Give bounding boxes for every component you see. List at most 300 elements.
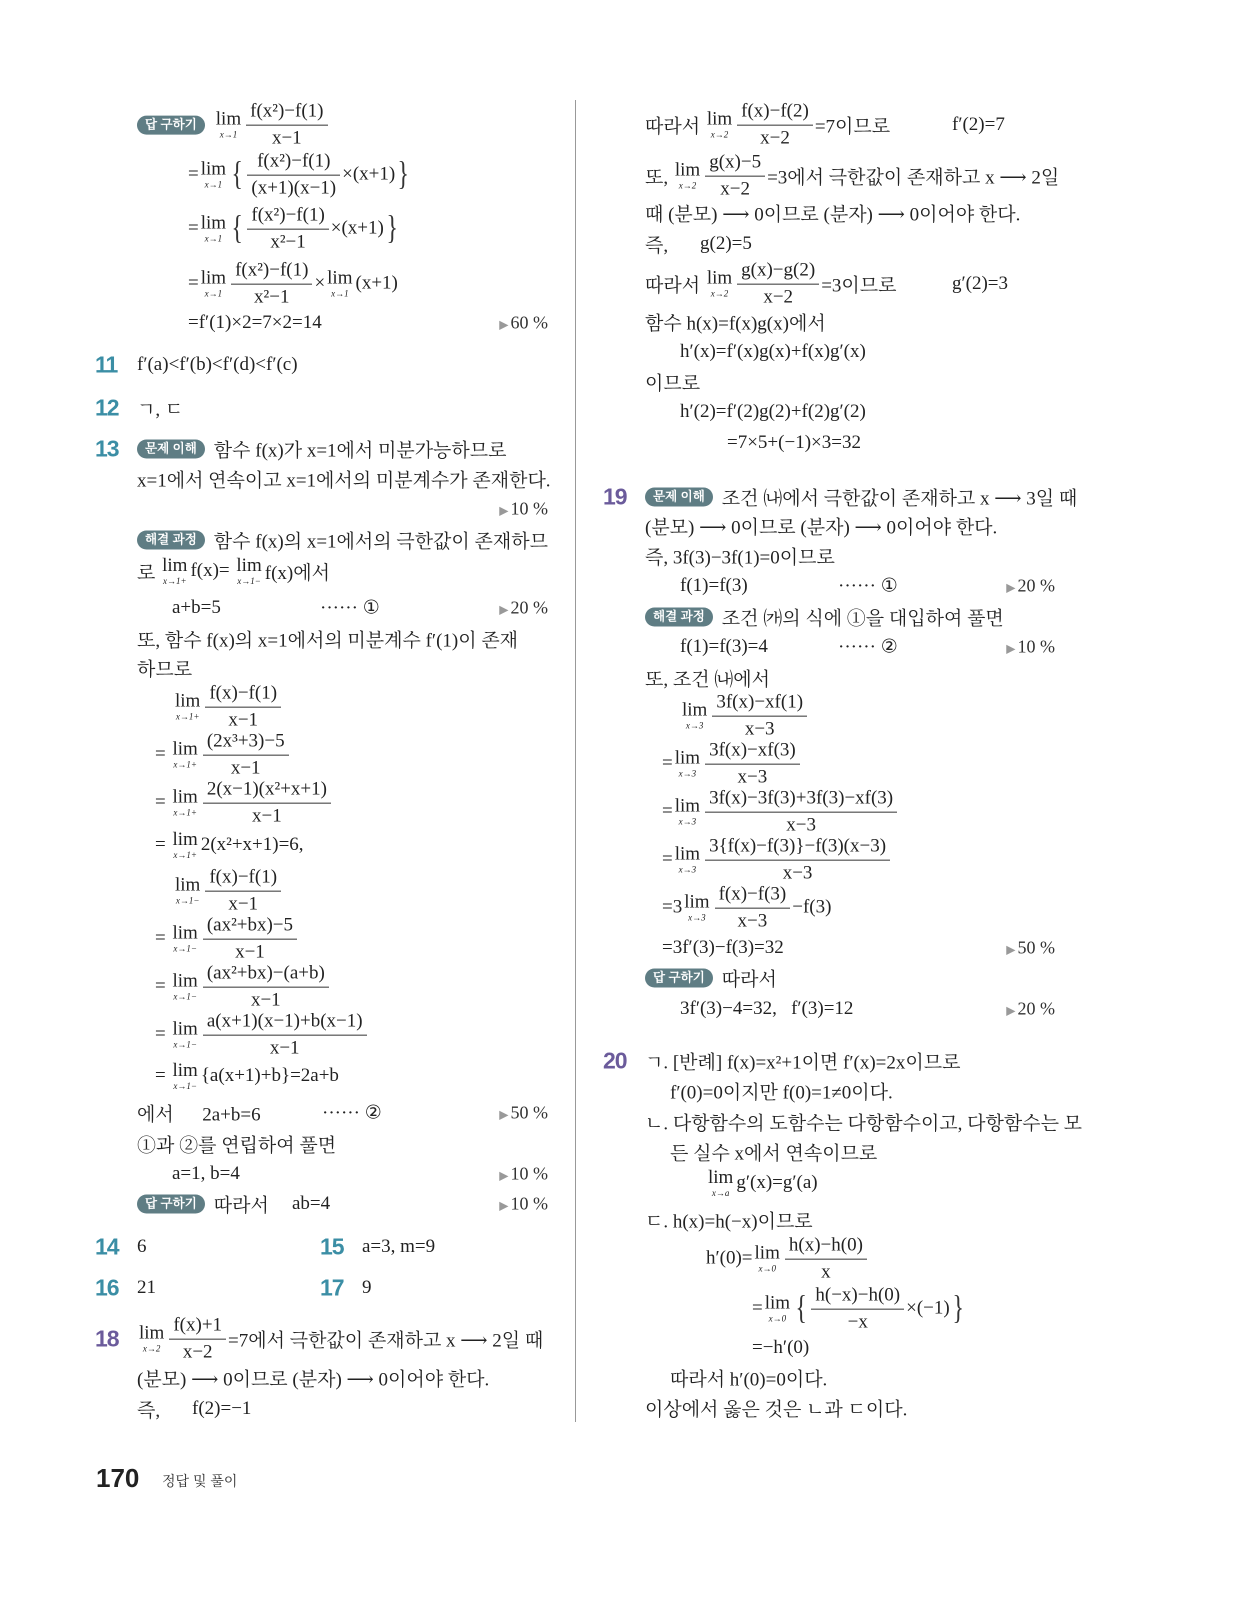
limit-operator	[139, 1324, 164, 1354]
problem-number: 16	[95, 1274, 119, 1301]
score-percent	[499, 1103, 548, 1124]
limit-subscript: x→3	[685, 721, 704, 731]
solution-line	[670, 1139, 877, 1166]
brace: }	[397, 156, 410, 193]
solution-line	[137, 395, 183, 422]
solution-line	[680, 998, 853, 1020]
limit-subscript: x→1	[204, 180, 223, 190]
fraction-numerator: f(x²)−f(1)	[251, 204, 325, 226]
math-text: (분모) ⟶ 0이므로 (분자) ⟶ 0이어야 한다.	[645, 517, 998, 539]
math-text: 즉,	[137, 1400, 161, 1422]
math-text: 에서 2a+b=6	[137, 1104, 261, 1126]
math-text: f(x)에서	[264, 562, 330, 584]
score-percent	[499, 1164, 548, 1185]
math-text: ㄷ. h(x)=h(−x)이므로	[645, 1211, 813, 1233]
solution-line	[155, 963, 331, 1012]
limit-operator	[175, 692, 200, 722]
fraction-numerator: h(x)−h(0)	[788, 1234, 863, 1256]
triangle-marker-icon: ▶	[1006, 580, 1016, 595]
score-percent	[499, 1194, 548, 1215]
limit-operator	[765, 1294, 790, 1324]
score-percent	[499, 598, 548, 619]
solution-line	[645, 543, 835, 570]
lim-label: lim	[162, 555, 188, 576]
lim-label: lim	[674, 748, 701, 769]
limit-operator	[707, 110, 732, 140]
solution-line	[137, 655, 192, 682]
limit-operator	[707, 269, 732, 299]
lim-label: lim	[172, 971, 198, 992]
limit-subscript: x→1+	[162, 576, 187, 586]
score-percent-value: 20 %	[510, 597, 548, 618]
solution-line	[645, 513, 997, 540]
limit-operator	[172, 740, 197, 770]
fraction-numerator: (ax²+bx)−(a+b)	[206, 962, 325, 984]
lim-label: lim	[327, 268, 353, 289]
math-text: h′(0)=	[706, 1248, 753, 1269]
step-badge: 답 구하기	[137, 116, 205, 135]
fraction-denominator: x−2	[705, 176, 765, 201]
math-text: ㄴ. 다항함수의 도함수는 다항함수이고, 다항함수는 모	[645, 1113, 1083, 1135]
fraction-denominator: −x	[811, 1309, 904, 1334]
math-text: =	[662, 849, 673, 870]
fraction-denominator: x−1	[203, 939, 297, 964]
math-text: h′(2)=f′(2)g(2)+f(2)g′(2)	[680, 401, 866, 422]
limit-operator	[201, 214, 226, 244]
solution-line	[137, 1100, 261, 1127]
solution-line	[137, 527, 548, 554]
math-text: =	[155, 834, 171, 855]
aligned-expression: 9	[362, 1277, 372, 1298]
limit-operator	[162, 556, 187, 586]
limit-subscript: x→1	[219, 130, 238, 140]
fraction-numerator: 3f(x)−3f(3)+3f(3)−xf(3)	[709, 787, 894, 809]
limit-operator	[172, 788, 197, 818]
score-percent	[1006, 999, 1055, 1020]
triangle-marker-icon: ▶	[499, 317, 509, 332]
score-percent	[499, 499, 548, 520]
fraction-denominator: x−2	[737, 284, 819, 309]
limit-operator	[201, 269, 226, 299]
fraction-numerator: 3f(x)−xf(3)	[709, 739, 796, 761]
math-text: 6	[137, 1236, 147, 1257]
page-number: 170	[96, 1463, 140, 1493]
fraction-numerator: f(x)−f(1)	[209, 682, 278, 704]
solution-line	[727, 432, 861, 454]
lim-label: lim	[764, 1293, 791, 1314]
math-text: =−h′(0)	[752, 1337, 810, 1358]
limit-subscript: x→0	[768, 1314, 787, 1324]
solution-line	[670, 1078, 893, 1105]
lim-label: lim	[200, 159, 227, 180]
solution-line	[662, 740, 802, 789]
solution-line	[188, 312, 322, 334]
fraction-denominator: x−3	[705, 764, 800, 789]
limit-operator	[175, 876, 200, 906]
fraction	[203, 779, 331, 828]
limit-subscript: x→3	[678, 817, 697, 827]
solution-line	[752, 1337, 809, 1359]
solution-line	[645, 1207, 813, 1234]
math-text: ×(x+1)	[342, 164, 396, 185]
score-percent	[499, 313, 548, 334]
limit-subscript: x→2	[142, 1344, 161, 1354]
math-text: =3이므로	[821, 275, 897, 297]
triangle-marker-icon: ▶	[1006, 641, 1016, 656]
fraction	[169, 1315, 226, 1364]
limit-subscript: x→0	[758, 1264, 776, 1274]
math-text: =3f′(3)−f(3)=32	[662, 937, 784, 958]
math-text: 하므로	[137, 659, 193, 681]
limit-operator	[675, 161, 700, 191]
solution-line	[155, 1061, 339, 1091]
math-text: ㄱ, ㄷ	[137, 399, 184, 421]
problem-number: 13	[95, 435, 119, 462]
solution-line	[680, 341, 866, 363]
limit-subscript: x→3	[678, 769, 697, 779]
limit-operator	[172, 1061, 197, 1091]
fraction-numerator: f(x)−f(3)	[718, 883, 787, 905]
fraction-numerator: (ax²+bx)−5	[206, 914, 294, 936]
fraction	[705, 152, 765, 201]
step-badge: 해결 과정	[137, 531, 205, 550]
math-text: ㄱ. [반례] f(x)=x²+1이면 f′(x)=2x이므로	[645, 1052, 961, 1074]
aligned-expression: ······ ①	[320, 597, 380, 619]
fraction	[785, 1235, 867, 1284]
lim-label: lim	[236, 555, 262, 576]
score-percent-value: 50 %	[510, 1102, 548, 1123]
aligned-expression: a=3, m=9	[362, 1236, 436, 1257]
aligned-expression: f(2)=−1	[192, 1398, 252, 1419]
fraction-numerator: g(x)−g(2)	[741, 259, 816, 281]
lim-label: lim	[200, 268, 227, 289]
solution-line	[680, 575, 748, 597]
math-text: (x+1)	[355, 273, 398, 294]
math-text: 함수 f(x)가 x=1에서 미분가능하므로	[213, 440, 507, 462]
solution-line	[645, 231, 668, 258]
math-text: 따라서 h′(0)=0이다.	[670, 1369, 828, 1391]
math-text: 따라서	[213, 1195, 269, 1217]
solution-line	[137, 1277, 156, 1299]
math-text: f′(a)<f′(b)<f′(d)<f′(c)	[137, 354, 298, 375]
limit-subscript: x→1	[331, 289, 349, 299]
limit-subscript: x→3	[678, 865, 697, 875]
solution-line	[137, 1131, 336, 1158]
fraction-denominator: x−3	[712, 716, 807, 741]
math-text: h′(x)=f′(x)g(x)+f(x)g′(x)	[680, 341, 866, 362]
math-text: f(1)=f(3)=4	[680, 636, 768, 657]
triangle-marker-icon: ▶	[499, 1107, 509, 1122]
math-text: =	[752, 1298, 763, 1319]
fraction-numerator: f(x)−f(1)	[209, 866, 278, 888]
math-text: 이므로	[645, 373, 701, 395]
solution-line	[172, 597, 221, 619]
fraction-denominator: x−1	[203, 987, 329, 1012]
lim-label: lim	[172, 787, 198, 808]
step-badge: 해결 과정	[645, 608, 713, 627]
solution-line	[137, 354, 298, 376]
solution-line	[645, 260, 896, 309]
math-text: f(1)=f(3)	[680, 575, 748, 596]
fraction-numerator: f(x²)−f(1)	[257, 150, 331, 172]
brace: {	[795, 1290, 807, 1327]
score-percent-value: 50 %	[1017, 937, 1055, 958]
math-text: 조건 ㈎의 식에 ①을 대입하여 풀면	[721, 608, 1004, 630]
solution-line	[662, 937, 784, 959]
math-text: =	[155, 744, 171, 765]
solution-line	[173, 867, 283, 916]
math-text: a=1, b=4	[172, 1163, 240, 1184]
fraction	[203, 963, 329, 1012]
aligned-expression: ······ ②	[838, 636, 898, 658]
fraction-denominator: x−1	[246, 125, 327, 150]
limit-subscript: x→1−	[173, 944, 197, 954]
solution-line	[155, 779, 333, 828]
math-text: ×(x+1)	[330, 218, 384, 239]
math-text: ×	[314, 273, 326, 294]
limit-subscript: x→1+	[173, 808, 197, 818]
lim-label: lim	[215, 109, 242, 130]
score-percent	[1006, 576, 1055, 597]
solution-line	[137, 1191, 269, 1218]
limit-operator	[172, 830, 197, 860]
math-text: 또,	[645, 167, 673, 189]
solution-line	[645, 604, 1004, 631]
aligned-expression: ab=4	[292, 1193, 331, 1214]
triangle-marker-icon: ▶	[499, 1198, 509, 1213]
math-text: g′(x)=g′(a)	[736, 1172, 818, 1193]
solution-line	[680, 401, 866, 423]
limit-subscript: x→2	[678, 181, 697, 191]
brace: {	[231, 210, 243, 247]
math-text: 따라서	[645, 116, 705, 138]
fraction-denominator: x²−1	[231, 284, 312, 309]
brace: {	[231, 156, 243, 193]
lim-label: lim	[175, 691, 201, 712]
fraction-denominator: x−3	[705, 860, 890, 885]
limit-subscript: x→1−	[173, 1081, 197, 1091]
brace: }	[386, 210, 398, 247]
limit-operator	[708, 1168, 733, 1198]
math-text: =7에서 극한값이 존재하고 x ⟶ 2일 때	[228, 1330, 544, 1352]
fraction-denominator: x−2	[169, 1339, 226, 1364]
solution-line	[155, 1011, 369, 1060]
solution-line	[645, 101, 890, 150]
fraction-denominator: x−1	[203, 755, 289, 780]
limit-operator	[682, 701, 707, 731]
solution-line	[645, 665, 770, 692]
limit-operator	[755, 1244, 780, 1274]
limit-operator	[201, 160, 226, 190]
problem-number: 18	[95, 1325, 119, 1352]
math-text: =	[662, 801, 673, 822]
fraction-denominator: x−3	[715, 908, 791, 933]
math-text: a+b=5	[172, 597, 221, 618]
fraction	[737, 101, 813, 150]
fraction-numerator: 3{f(x)−f(3)}−f(3)(x−3)	[709, 835, 887, 857]
solution-line	[155, 915, 299, 964]
solution-line	[137, 1236, 147, 1258]
lim-label: lim	[139, 1323, 165, 1344]
solution-line	[137, 101, 330, 150]
problem-number: 19	[603, 483, 627, 510]
fraction-denominator: x−1	[203, 803, 331, 828]
solution-line	[172, 1163, 240, 1185]
limit-operator	[684, 893, 709, 923]
math-text: f′(0)=0이지만 f(0)=1≠0이다.	[670, 1082, 893, 1104]
fraction	[247, 151, 340, 200]
solution-line	[137, 436, 506, 463]
problem-number: 11	[95, 351, 118, 378]
solution-line	[662, 836, 892, 885]
score-percent-value: 10 %	[510, 1193, 548, 1214]
problem-number: 15	[320, 1233, 344, 1260]
math-text: =	[155, 976, 171, 997]
math-text: ×(−1)	[906, 1298, 950, 1319]
math-text: 21	[137, 1277, 156, 1298]
limit-operator	[675, 749, 700, 779]
math-text: 조건 ㈏에서 극한값이 존재하고 x ⟶ 3일 때	[721, 488, 1078, 510]
aligned-expression: g(2)=5	[700, 233, 752, 254]
math-text: −f(3)	[792, 897, 832, 918]
score-percent-value: 10 %	[510, 498, 548, 519]
fraction-numerator: 2(x−1)(x²+x+1)	[206, 778, 327, 800]
fraction-denominator: x−3	[705, 812, 897, 837]
fraction	[737, 260, 819, 309]
fraction-numerator: g(x)−5	[709, 151, 762, 173]
triangle-marker-icon: ▶	[499, 503, 509, 518]
math-text: =7이므로	[814, 116, 891, 138]
limit-operator	[216, 110, 241, 140]
lim-label: lim	[674, 844, 701, 865]
fraction-denominator: x−1	[205, 707, 281, 732]
limit-operator	[172, 1020, 197, 1050]
solution-line	[137, 1315, 543, 1364]
fraction	[811, 1285, 904, 1334]
math-text: 이상에서 옳은 것은 ㄴ과 ㄷ이다.	[645, 1399, 908, 1421]
limit-subscript: x→a	[711, 1188, 730, 1198]
fraction-numerator: f(x)+1	[173, 1314, 223, 1336]
score-percent-value: 20 %	[1017, 998, 1055, 1019]
solution-line	[645, 200, 1020, 227]
solution-line	[137, 1396, 160, 1423]
step-badge: 문제 이해	[645, 488, 713, 507]
lim-label: lim	[172, 923, 198, 944]
math-text: x=1에서 연속이고 x=1에서의 미분계수가 존재한다.	[137, 470, 551, 492]
problem-number: 12	[95, 394, 119, 421]
lim-label: lim	[175, 875, 201, 896]
math-text: 즉, 3f(3)−3f(1)=0이므로	[645, 547, 835, 569]
fraction	[205, 867, 281, 916]
fraction	[203, 915, 297, 964]
problem-number: 17	[320, 1274, 344, 1301]
fraction	[203, 1011, 367, 1060]
lim-label: lim	[706, 268, 733, 289]
fraction-denominator: x−2	[737, 125, 813, 150]
fraction-denominator: x	[785, 1259, 867, 1284]
lim-label: lim	[200, 213, 227, 234]
score-percent-value: 20 %	[1017, 575, 1055, 596]
aligned-expression: g′(2)=3	[952, 273, 1009, 294]
solution-line	[137, 626, 518, 653]
math-text: (분모) ⟶ 0이므로 (분자) ⟶ 0이어야 한다.	[137, 1369, 490, 1391]
aligned-expression: f′(2)=7	[952, 114, 1005, 135]
limit-subscript: x→1+	[175, 712, 200, 722]
step-badge: 답 구하기	[645, 969, 713, 988]
solution-line	[706, 1168, 818, 1198]
fraction-numerator: (2x³+3)−5	[206, 730, 285, 752]
step-badge: 답 구하기	[137, 1195, 205, 1214]
limit-subscript: x→1	[204, 234, 223, 244]
math-text: =7×5+(−1)×3=32	[727, 432, 861, 453]
math-text: 즉,	[645, 235, 669, 257]
math-text: ①과 ②를 연립하여 풀면	[137, 1135, 337, 1157]
fraction-numerator: f(x²)−f(1)	[235, 259, 309, 281]
solution-line	[706, 1235, 869, 1284]
limit-subscript: x→1−	[175, 896, 200, 906]
fraction	[246, 101, 327, 150]
step-badge: 문제 이해	[137, 440, 205, 459]
solution-line	[645, 1048, 960, 1075]
solution-line	[645, 369, 700, 396]
fraction	[247, 205, 328, 254]
math-text: 함수 f(x)의 x=1에서의 극한값이 존재하므	[213, 531, 548, 553]
score-percent-value: 10 %	[1017, 636, 1055, 657]
math-text: 따라서	[721, 969, 777, 991]
math-text: 2(x²+x+1)=6,	[200, 834, 304, 855]
triangle-marker-icon: ▶	[499, 602, 509, 617]
math-text: =	[188, 273, 199, 294]
limit-subscript: x→3	[688, 913, 706, 923]
limit-subscript: x→2	[710, 130, 729, 140]
math-text: =3에서 극한값이 존재하고 x ⟶ 2일	[767, 167, 1060, 189]
math-text: 때 (분모) ⟶ 0이므로 (분자) ⟶ 0이어야 한다.	[645, 204, 1021, 226]
lim-label: lim	[684, 892, 710, 913]
column-divider	[575, 100, 576, 1422]
solution-line	[662, 884, 831, 933]
math-text: 함수 h(x)=f(x)g(x)에서	[645, 313, 826, 335]
math-text: =f′(1)×2=7×2=14	[188, 312, 322, 333]
solution-line	[137, 1365, 489, 1392]
math-text: =	[155, 792, 171, 813]
limit-subscript: x→1−	[173, 992, 197, 1002]
solution-line	[137, 556, 330, 586]
score-percent	[1006, 637, 1055, 658]
limit-subscript: x→1−	[237, 576, 261, 586]
fraction-numerator: 3f(x)−xf(1)	[716, 691, 804, 713]
lim-label: lim	[754, 1243, 780, 1264]
math-text: =	[662, 753, 673, 774]
triangle-marker-icon: ▶	[1006, 1003, 1016, 1018]
solution-line	[662, 788, 899, 837]
solution-line	[645, 965, 777, 992]
limit-subscript: x→1	[204, 289, 223, 299]
fraction	[705, 740, 800, 789]
score-percent-value: 10 %	[510, 1163, 548, 1184]
solution-line	[680, 636, 768, 658]
fraction	[203, 731, 289, 780]
fraction	[715, 884, 791, 933]
math-text: =3	[662, 897, 683, 918]
lim-label: lim	[172, 829, 198, 850]
fraction	[705, 836, 890, 885]
brace: }	[952, 1290, 964, 1327]
aligned-expression: ······ ①	[838, 575, 898, 597]
solution-line	[645, 1109, 1082, 1136]
limit-operator	[172, 924, 197, 954]
math-text: 또, 조건 ㈏에서	[645, 669, 771, 691]
score-percent-value: 60 %	[510, 312, 548, 333]
